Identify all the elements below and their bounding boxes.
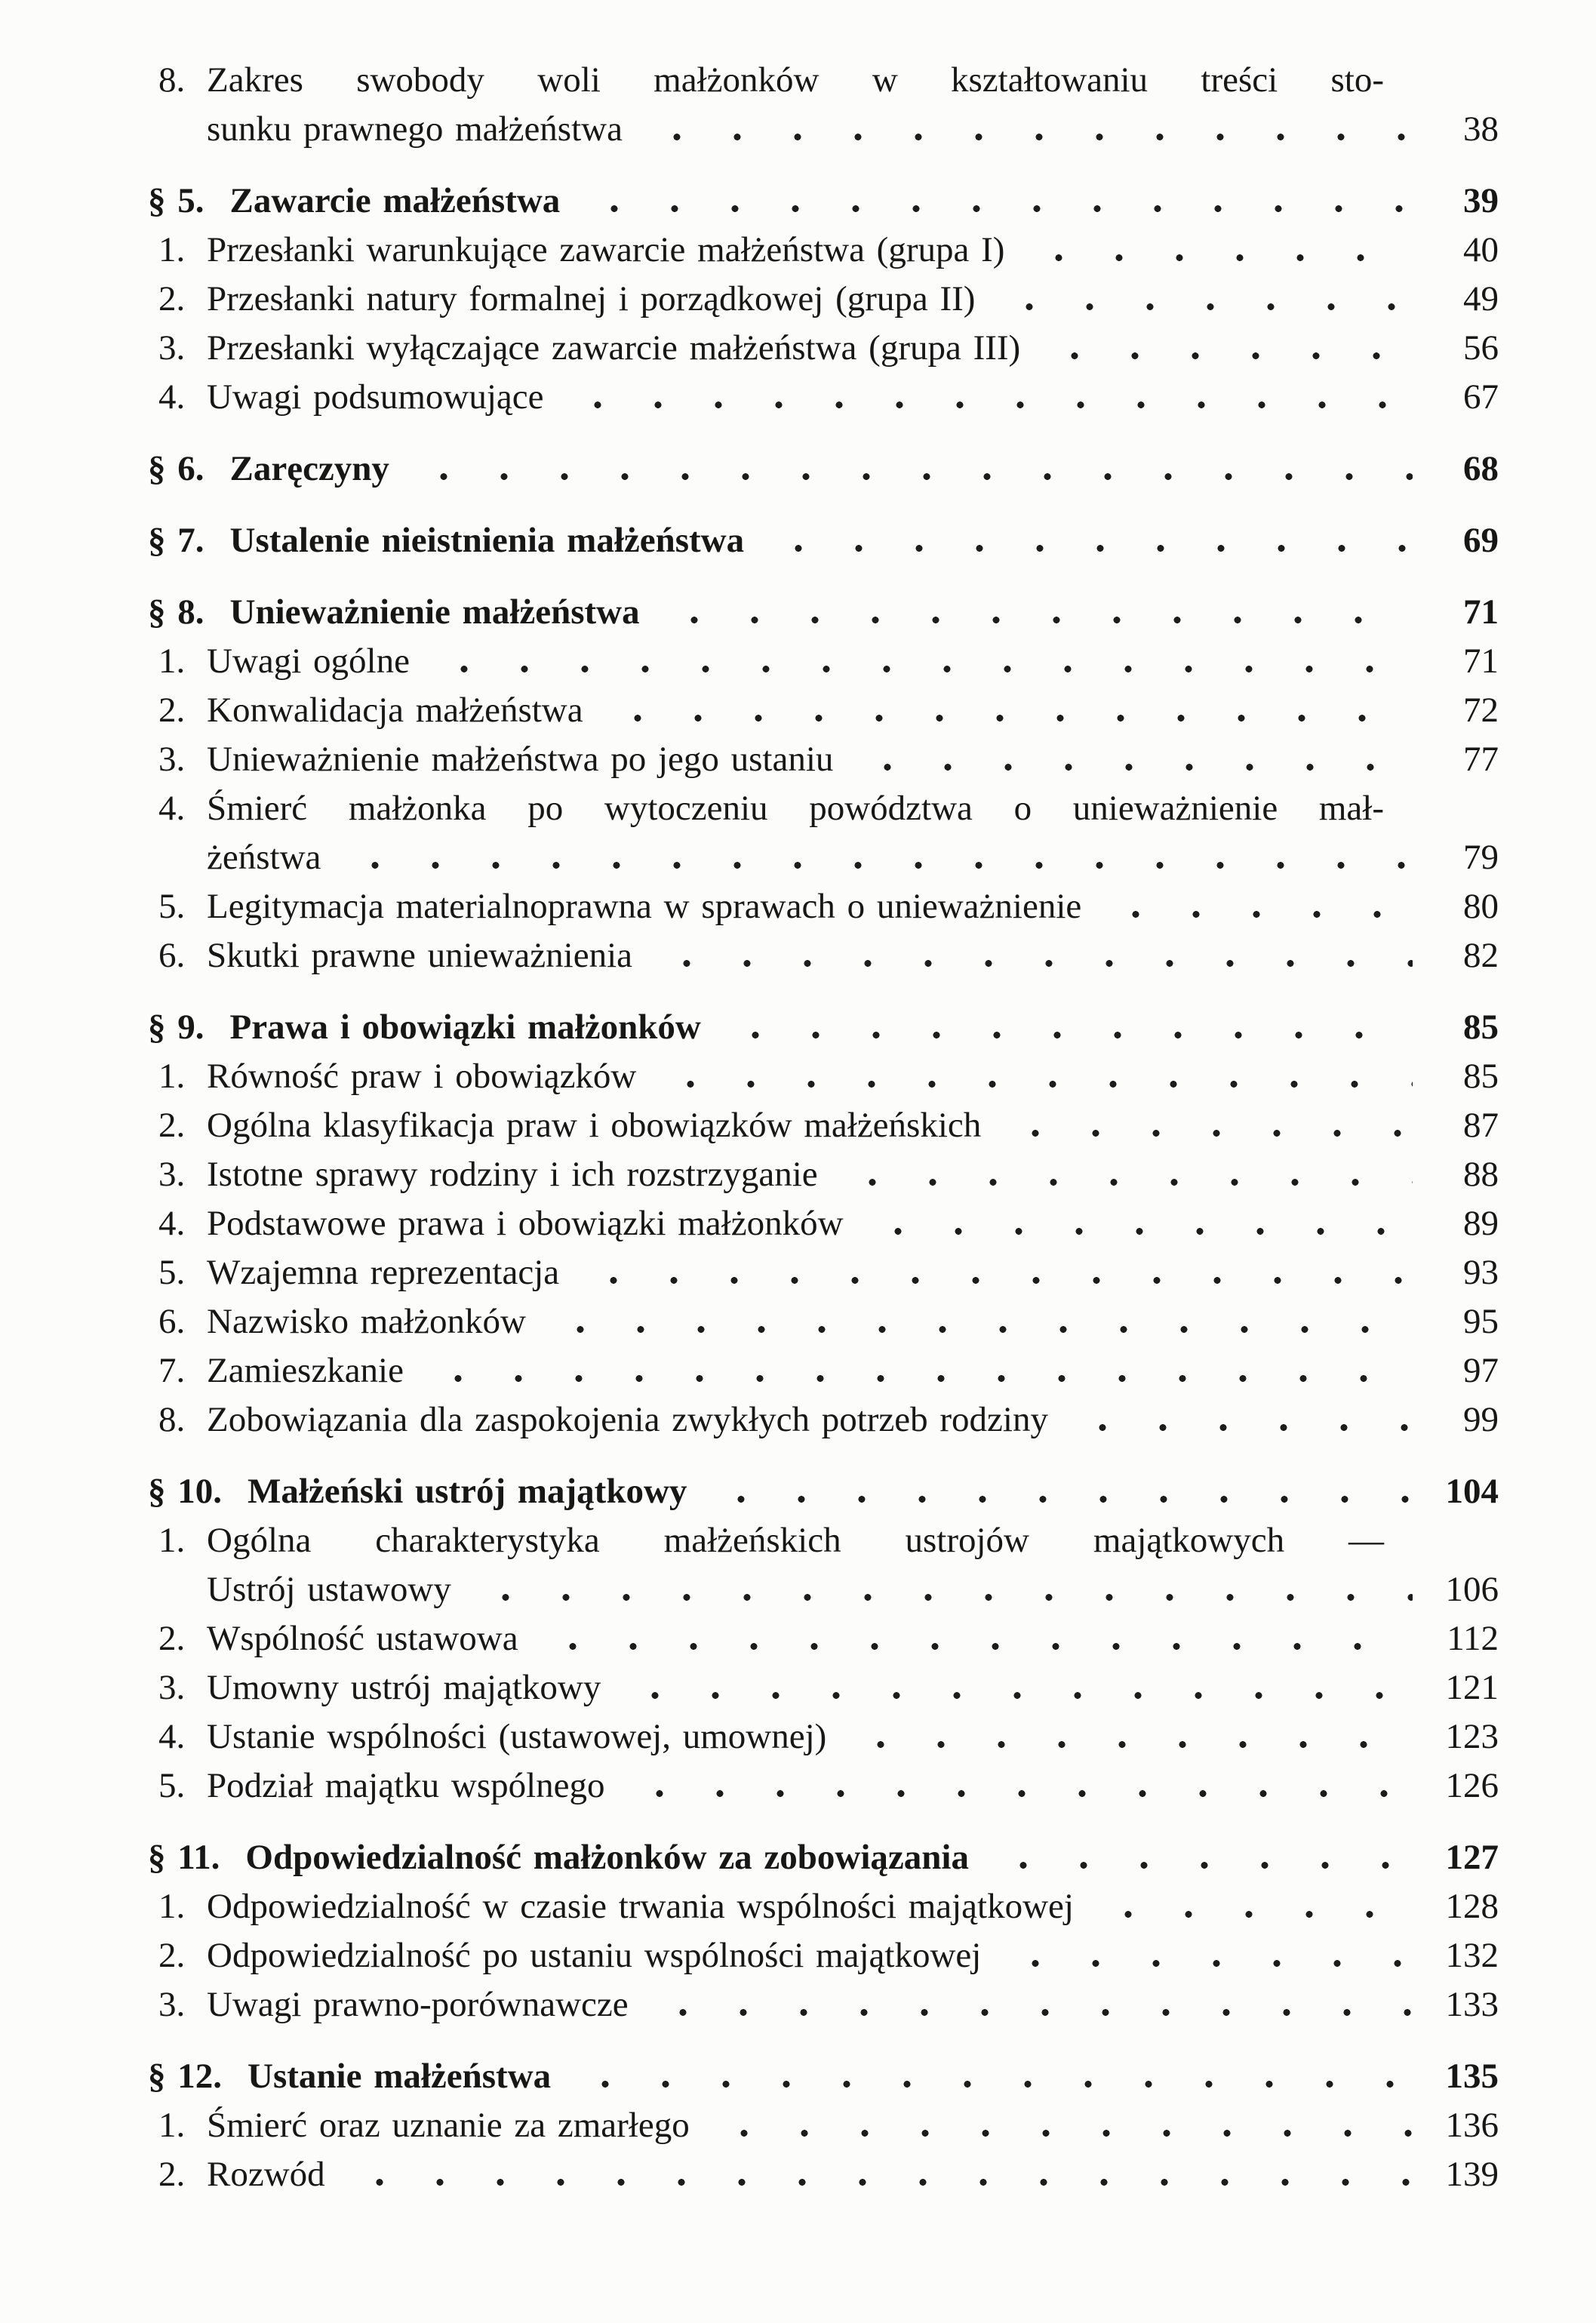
dot-leader (345, 862, 1413, 869)
page-number: 56 (1463, 328, 1499, 368)
section-number: § 5. (148, 181, 204, 220)
page-number: 85 (1463, 1008, 1499, 1047)
page-number: 77 (1463, 740, 1499, 779)
dot-leader (1029, 254, 1413, 261)
item-number: 2. (158, 1106, 186, 1145)
item-number: 5. (158, 1253, 186, 1292)
dot-leader (607, 715, 1413, 722)
page-number: 93 (1463, 1253, 1499, 1292)
toc-item (148, 735, 1499, 784)
item-title: Równość praw i obowiązków (207, 1057, 637, 1096)
item-number: 4. (158, 1204, 186, 1243)
dot-leader (664, 617, 1413, 623)
item-title: Zobowiązania dla zaspokojenia zwykłych potrzeb rodziny (207, 1400, 1048, 1439)
toc-section (148, 516, 1499, 565)
item-number: 2. (158, 1936, 186, 1975)
toc-item (148, 882, 1499, 931)
item-number: 8. (158, 60, 186, 100)
toc-item-line2 (148, 105, 1499, 154)
dot-leader (647, 134, 1413, 140)
item-number: 7. (158, 1351, 186, 1390)
dot-leader (349, 2179, 1413, 2186)
item-title: Konwalidacja małżeństwa (207, 691, 583, 730)
item-title: Umowny ustrój majątkowy (207, 1668, 601, 1707)
dot-leader (999, 303, 1413, 310)
dot-leader (567, 402, 1413, 408)
toc-item (148, 1199, 1499, 1248)
item-number: 1. (158, 1521, 186, 1560)
item-number: 3. (158, 1668, 186, 1707)
dot-leader (660, 1081, 1413, 1088)
dot-leader (657, 960, 1413, 967)
toc-item (148, 1712, 1499, 1761)
toc-item-wrapped (148, 784, 1499, 882)
page-number: 87 (1463, 1106, 1499, 1145)
page-number: 82 (1463, 936, 1499, 975)
section-number: § 6. (148, 449, 204, 488)
page-number: 106 (1445, 1570, 1499, 1609)
page-number: 123 (1445, 1717, 1499, 1756)
item-number: 5. (158, 887, 186, 926)
page-number: 85 (1463, 1057, 1499, 1096)
dot-leader (842, 1179, 1413, 1186)
page-number: 97 (1463, 1351, 1499, 1390)
page-number: 79 (1463, 838, 1499, 877)
page-number: 95 (1463, 1302, 1499, 1341)
item-title: Odpowiedzialność po ustaniu wspólności majątkowej (207, 1936, 982, 1975)
toc-item (148, 1248, 1499, 1297)
item-number: 3. (158, 328, 186, 368)
item-title: Nazwisko małżonków (207, 1302, 526, 1341)
toc-section (148, 1003, 1499, 1052)
dot-leader (584, 205, 1413, 212)
section-number: § 8. (148, 592, 204, 632)
toc-section (148, 177, 1499, 226)
dot-leader (1106, 911, 1413, 918)
dot-leader (625, 1692, 1413, 1699)
page-number: 89 (1463, 1204, 1499, 1243)
toc-item (148, 226, 1499, 275)
section-number: § 10. (148, 1472, 222, 1511)
item-number: 2. (158, 279, 186, 318)
toc-item-wrapped (148, 1516, 1499, 1614)
item-title: Zamieszkanie (207, 1351, 404, 1390)
page-number: 80 (1463, 887, 1499, 926)
page-number: 121 (1445, 1668, 1499, 1707)
page-number: 39 (1463, 181, 1499, 220)
toc-item (148, 324, 1499, 373)
section-number: § 11. (148, 1838, 220, 1877)
dot-leader (629, 1790, 1413, 1797)
page-number: 136 (1445, 2106, 1499, 2145)
toc-item (148, 1761, 1499, 1811)
dot-leader (434, 666, 1413, 672)
item-number: 4. (158, 789, 186, 828)
page-number: 112 (1447, 1619, 1499, 1658)
toc-item-line1 (148, 784, 1499, 833)
dot-leader (1005, 1960, 1413, 1967)
toc-item (148, 1395, 1499, 1445)
item-title: Wspólność ustawowa (207, 1619, 518, 1658)
item-title: Wzajemna reprezentacja (207, 1253, 560, 1292)
toc-item (148, 931, 1499, 980)
section-title: Małżeński ustrój majątkowy (248, 1472, 687, 1511)
item-number: 1. (158, 1887, 186, 1926)
dot-leader (868, 1228, 1413, 1235)
page-number: 139 (1445, 2155, 1499, 2194)
toc-item (148, 2101, 1499, 2150)
dot-leader (993, 1862, 1413, 1869)
page-number: 71 (1463, 592, 1499, 632)
section-number: § 12. (148, 2057, 222, 2096)
page-number: 99 (1463, 1400, 1499, 1439)
toc-item (148, 1614, 1499, 1663)
item-title-line2: sunku prawnego małżeństwa (207, 109, 623, 149)
toc-item (148, 1297, 1499, 1346)
section-title: Zawarcie małżeństwa (229, 181, 561, 220)
item-number: 3. (158, 740, 186, 779)
toc-section (148, 1467, 1499, 1516)
item-title: Uwagi prawno-porównawcze (207, 1985, 629, 2024)
dot-leader (583, 1277, 1413, 1284)
dot-leader (714, 2130, 1413, 2137)
page-number: 67 (1463, 377, 1499, 417)
dot-leader (543, 1643, 1413, 1650)
section-title: Ustanie małżeństwa (248, 2057, 552, 2096)
item-number: 1. (158, 2106, 186, 2145)
item-number: 5. (158, 1766, 186, 1805)
toc-item-line2 (148, 1565, 1499, 1614)
item-number: 2. (158, 691, 186, 730)
item-number: 2. (158, 1619, 186, 1658)
page-number: 128 (1445, 1887, 1499, 1926)
section-title: Ustalenie nieistnienia małżeństwa (229, 521, 745, 560)
toc-item (148, 686, 1499, 735)
table-of-contents (148, 56, 1499, 2199)
item-title-line2: żeństwa (207, 838, 321, 877)
dot-leader (1098, 1911, 1413, 1918)
dot-leader (575, 2081, 1413, 2088)
item-title: Legitymacja materialnoprawna w sprawach o unieważnienie (207, 887, 1082, 926)
toc-item (148, 2150, 1499, 2199)
section-number: § 9. (148, 1008, 204, 1047)
dot-leader (414, 473, 1413, 480)
toc-item (148, 1150, 1499, 1199)
dot-leader (475, 1594, 1413, 1601)
item-title: Rozwód (207, 2155, 325, 2194)
page-number: 132 (1445, 1936, 1499, 1975)
dot-leader (711, 1496, 1413, 1503)
item-number: 6. (158, 936, 186, 975)
item-title-line1: Ogólna charakterystyka małżeńskich ustrojów majątkowych — (207, 1521, 1384, 1560)
toc-item-wrapped (148, 56, 1499, 154)
toc-item (148, 637, 1499, 686)
item-title: Ustanie wspólności (ustawowej, umownej) (207, 1717, 827, 1756)
item-title: Przesłanki wyłączające zawarcie małżeństwa (grupa III) (207, 328, 1021, 368)
item-number: 1. (158, 642, 186, 681)
item-title: Śmierć oraz uznanie za zmarłego (207, 2106, 690, 2145)
item-title: Podstawowe prawa i obowiązki małżonków (207, 1204, 844, 1243)
toc-section (148, 1833, 1499, 1882)
item-number: 1. (158, 230, 186, 269)
toc-item (148, 1980, 1499, 2029)
section-number: § 7. (148, 521, 204, 560)
toc-section (148, 445, 1499, 494)
item-title: Uwagi ogólne (207, 642, 410, 681)
item-title: Uwagi podsumowujące (207, 377, 544, 417)
section-title: Unieważnienie małżeństwa (229, 592, 640, 632)
toc-item-line1 (148, 1516, 1499, 1565)
item-title: Podział majątku wspólnego (207, 1766, 605, 1805)
item-title: Skutki prawne unieważnienia (207, 936, 632, 975)
item-title-line1: Śmierć małżonka po wytoczeniu powództwa o unieważnienie mał- (207, 789, 1384, 828)
dot-leader (550, 1326, 1413, 1333)
page-number: 133 (1445, 1985, 1499, 2024)
page-number: 69 (1463, 521, 1499, 560)
item-title: Istotne sprawy rodziny i ich rozstrzyganie (207, 1155, 818, 1194)
item-title: Ogólna klasyfikacja praw i obowiązków małżeńskich (207, 1106, 982, 1145)
item-number: 2. (158, 2155, 186, 2194)
item-title: Przesłanki warunkujące zawarcie małżeństwa (grupa I) (207, 230, 1005, 269)
item-number: 4. (158, 1717, 186, 1756)
item-number: 4. (158, 377, 186, 417)
page-number: 104 (1445, 1472, 1499, 1511)
page-number: 135 (1445, 2057, 1499, 2096)
dot-leader (857, 764, 1413, 771)
item-number: 3. (158, 1985, 186, 2024)
section-title: Prawa i obowiązki małżonków (229, 1008, 701, 1047)
dot-leader (850, 1741, 1413, 1748)
page-number: 126 (1445, 1766, 1499, 1805)
toc-section (148, 2052, 1499, 2101)
toc-item (148, 373, 1499, 422)
toc-item-line2 (148, 833, 1499, 882)
item-title: Odpowiedzialność w czasie trwania wspólności majątkowej (207, 1887, 1074, 1926)
page-number: 49 (1463, 279, 1499, 318)
item-title-line1: Zakres swobody woli małżonków w kształtowaniu treści sto- (207, 60, 1384, 100)
dot-leader (653, 2009, 1413, 2016)
toc-item (148, 1882, 1499, 1931)
page-number: 71 (1463, 642, 1499, 681)
page-number: 38 (1463, 109, 1499, 149)
toc-item (148, 275, 1499, 324)
page-number: 40 (1463, 230, 1499, 269)
item-number: 8. (158, 1400, 186, 1439)
page-number: 72 (1463, 691, 1499, 730)
toc-item (148, 1052, 1499, 1101)
toc-item (148, 1346, 1499, 1395)
section-title: Zaręczyny (229, 449, 389, 488)
item-title: Unieważnienie małżeństwa po jego ustaniu (207, 740, 834, 779)
section-title: Odpowiedzialność małżonków za zobowiązania (245, 1838, 969, 1877)
toc-item (148, 1931, 1499, 1980)
dot-leader (725, 1032, 1413, 1038)
toc-item (148, 1663, 1499, 1712)
toc-section (148, 588, 1499, 637)
dot-leader (1072, 1424, 1413, 1431)
dot-leader (768, 545, 1413, 552)
item-title-line2: Ustrój ustawowy (207, 1570, 451, 1609)
page-number: 68 (1463, 449, 1499, 488)
item-number: 1. (158, 1057, 186, 1096)
dot-leader (1005, 1130, 1413, 1137)
page-number: 88 (1463, 1155, 1499, 1194)
item-title: Przesłanki natury formalnej i porządkowej (grupa II) (207, 279, 976, 318)
item-number: 6. (158, 1302, 186, 1341)
item-number: 3. (158, 1155, 186, 1194)
dot-leader (428, 1375, 1413, 1382)
dot-leader (1044, 352, 1413, 359)
toc-item (148, 1101, 1499, 1150)
toc-item-line1 (148, 56, 1499, 105)
page-number: 127 (1445, 1838, 1499, 1877)
